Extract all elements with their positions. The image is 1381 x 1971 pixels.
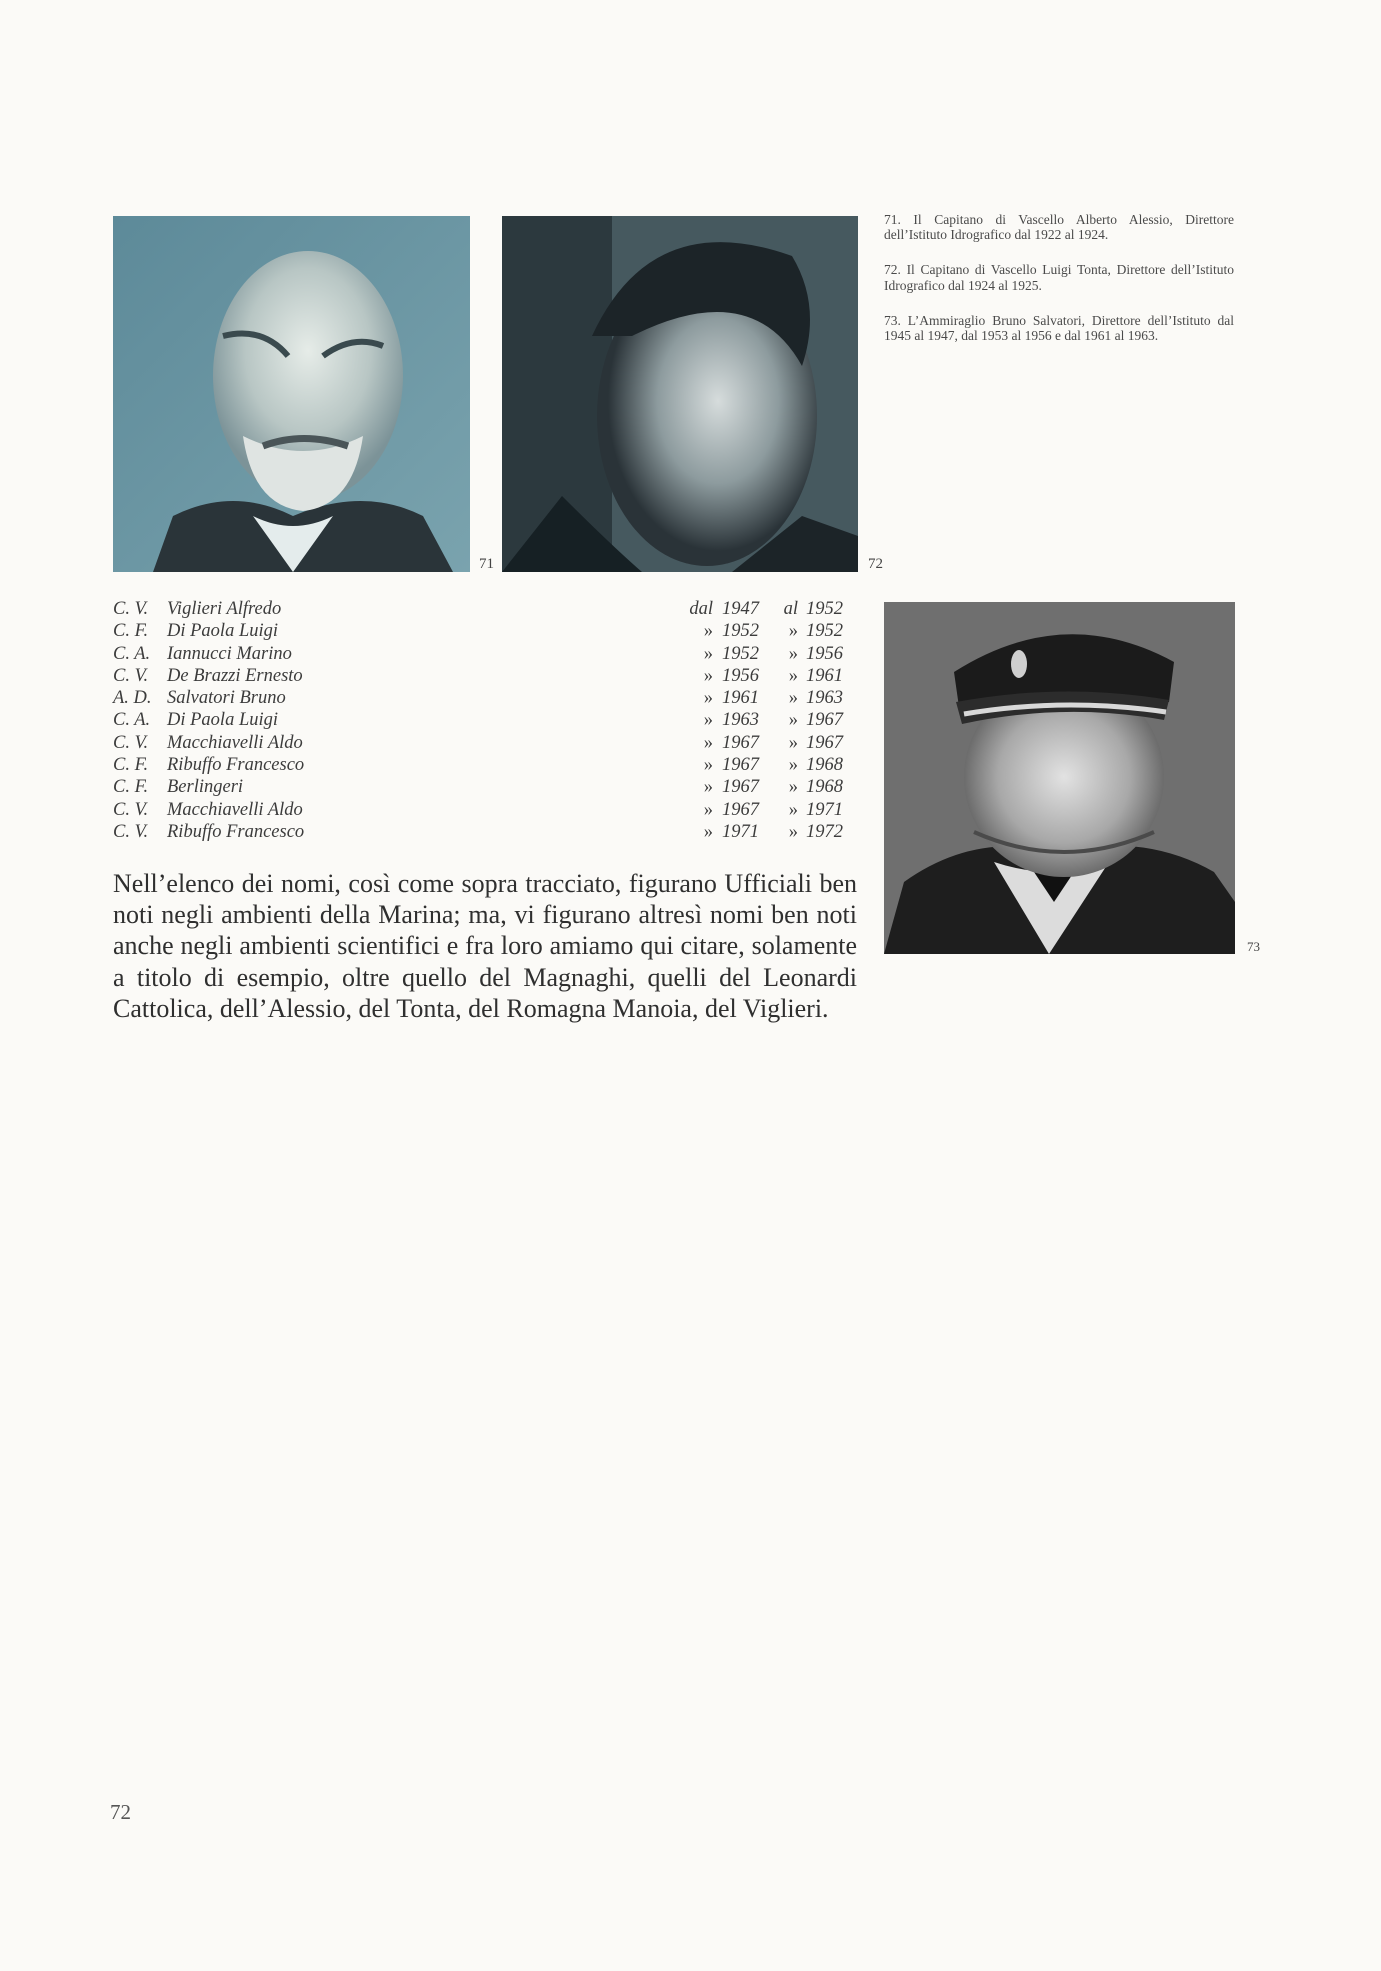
to-year: 1968 (806, 755, 843, 776)
to-prefix: » (788, 799, 798, 820)
director-row (113, 821, 863, 843)
to-year: 1972 (806, 821, 843, 842)
director-name: Macchiavelli Aldo (167, 799, 303, 820)
to-prefix: » (788, 755, 798, 776)
director-row (113, 732, 863, 754)
director-rank: C. F. (113, 777, 149, 798)
to-year: 1952 (806, 621, 843, 642)
director-name: Viglieri Alfredo (167, 599, 282, 619)
caption-71: 71. Il Capitano di Vascello Alberto Alessio, Direttore dell’Istituto Idrografico dal 1922 al 1924. (884, 212, 1234, 243)
from-year: 1952 (722, 621, 759, 642)
director-rank: C. V. (113, 799, 149, 820)
to-year: 1967 (806, 710, 843, 731)
from-prefix: » (703, 799, 713, 820)
director-row (113, 643, 863, 665)
figure-number-72: 72 (868, 556, 883, 572)
director-rank: C. F. (113, 755, 149, 776)
to-prefix: » (788, 710, 798, 731)
to-prefix: al (783, 599, 798, 619)
to-prefix: » (788, 777, 798, 798)
from-year: 1967 (722, 732, 759, 753)
figure-captions (884, 212, 1234, 363)
from-prefix: » (703, 621, 713, 642)
to-prefix: » (788, 643, 798, 664)
from-prefix: » (703, 688, 713, 709)
from-year: 1947 (722, 599, 759, 619)
director-row (113, 709, 863, 731)
director-name: Ribuffo Francesco (167, 755, 305, 776)
to-prefix: » (788, 821, 798, 842)
from-year: 1956 (722, 665, 759, 686)
from-year: 1967 (722, 777, 759, 798)
to-year: 1971 (806, 799, 843, 820)
from-prefix: » (703, 732, 713, 753)
to-year: 1956 (806, 643, 843, 664)
director-name: Ribuffo Francesco (167, 821, 305, 842)
from-prefix: » (703, 643, 713, 664)
figure-number-73: 73 (1247, 939, 1260, 954)
director-rank: C. V. (113, 665, 149, 686)
to-prefix: » (788, 732, 798, 753)
director-name: Di Paola Luigi (167, 621, 279, 642)
director-row (113, 687, 863, 709)
directors-list (113, 598, 863, 843)
director-rank: C. V. (113, 821, 149, 842)
photo-bruno-salvatori (884, 602, 1235, 954)
from-prefix: » (703, 821, 713, 842)
director-row (113, 620, 863, 642)
from-year: 1961 (722, 688, 759, 709)
to-prefix: » (788, 665, 798, 686)
to-prefix: » (788, 688, 798, 709)
page-number: 72 (110, 1800, 131, 1824)
to-year: 1952 (806, 599, 843, 619)
from-prefix: » (703, 755, 713, 776)
director-name: Salvatori Bruno (167, 688, 286, 709)
director-row (113, 665, 863, 687)
to-year: 1967 (806, 732, 843, 753)
from-prefix: » (703, 710, 713, 731)
from-year: 1971 (722, 821, 759, 842)
photo-luigi-tonta (502, 216, 858, 572)
director-name: Berlingeri (167, 777, 244, 798)
to-year: 1963 (806, 688, 843, 709)
figure-number-71: 71 (479, 556, 494, 572)
director-name: Di Paola Luigi (167, 710, 279, 731)
director-name: Macchiavelli Aldo (167, 732, 303, 753)
director-rank: C. V. (113, 599, 149, 619)
director-rank: C. A. (113, 643, 151, 664)
director-rank: A. D. (113, 688, 152, 709)
body-paragraph: Nell’elenco dei nomi, così come sopra tracciato, figurano Ufficiali ben noti negli ambienti della Marina; ma, vi figurano altresì nomi ben noti anche negli ambienti scientifici e fra loro amiamo qui citare, solamente a titolo di esempio, oltre quello del Magnaghi, quelli del Leonardi Cattolica, dell’Alessio, del Tonta, del Romagna Manoia, del Viglieri. (113, 869, 857, 1023)
director-row (113, 776, 863, 798)
to-year: 1961 (806, 665, 843, 686)
from-prefix: » (703, 665, 713, 686)
director-row (113, 754, 863, 776)
caption-73: 73. L’Ammiraglio Bruno Salvatori, Direttore dell’Istituto dal 1945 al 1947, dal 1953 al 1956 e dal 1961 al 1963. (884, 312, 1234, 344)
to-prefix: » (788, 621, 798, 642)
to-year: 1968 (806, 777, 843, 798)
from-prefix: » (703, 777, 713, 798)
director-name: Iannucci Marino (167, 643, 292, 664)
from-prefix: dal (689, 599, 713, 619)
director-rank: C. A. (113, 710, 151, 731)
from-year: 1963 (722, 710, 759, 731)
director-rank: C. F. (113, 621, 149, 642)
director-row (113, 799, 863, 821)
director-rank: C. V. (113, 732, 149, 753)
from-year: 1967 (722, 755, 759, 776)
caption-72: 72. Il Capitano di Vascello Luigi Tonta, Direttore dell’Istituto Idrografico dal 1924 al 1925. (884, 262, 1234, 293)
photo-alberto-alessio (113, 216, 470, 572)
from-year: 1952 (722, 643, 759, 664)
director-name: De Brazzi Ernesto (167, 665, 303, 686)
director-row (113, 598, 863, 620)
from-year: 1967 (722, 799, 759, 820)
